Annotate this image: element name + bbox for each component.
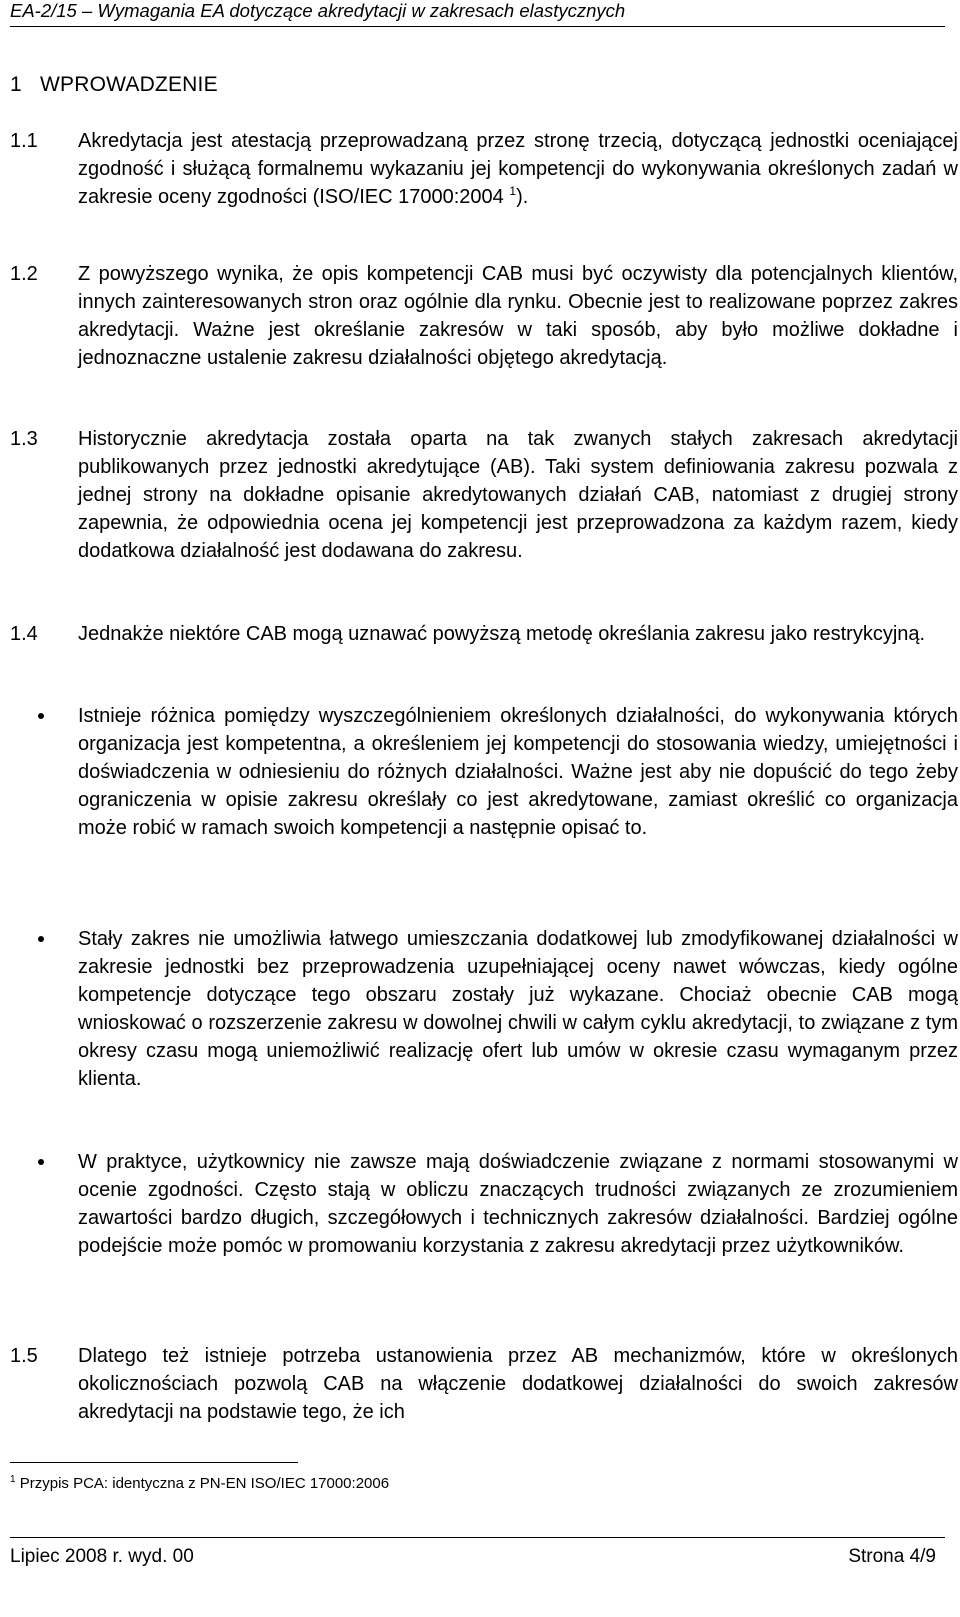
page-header — [10, 0, 945, 27]
paragraph-body: Akredytacja jest atestacją przeprowadzaną przez stronę trzecią, dotyczącą jednostki oceniającej zgodność i służącą formalnemu wykazaniu jej kompetencji do wykonywania określonych zadań w zakresie oceny zgodności (ISO/IEC 17000:2004 — [78, 130, 958, 208]
footnote-marker: 1 — [10, 1474, 16, 1485]
paragraph-text: Historycznie akredytacja została oparta na tak zwanych stałych zakresach akredytacji publikowanych przez jednostki akredytujące (AB). Taki system definiowania zakresu pozwala z jednej strony na dokładne opisanie akredytowanych działań CAB, natomiast z drugiej strony zapewnia, że odpowiednia ocena jej kompetencji jest przeprowadzona za każdym razem, kiedy dodatkowa działalność jest dodawana do zakresu. — [78, 428, 958, 562]
footnote — [10, 1474, 389, 1494]
paragraph-1-1 — [10, 127, 956, 211]
paragraph-text: Z powyższego wynika, że opis kompetencji CAB musi być oczywisty dla potencjalnych klientów, innych zainteresowanych stron oraz ogólnie dla rynku. Obecnie jest to realizowane poprzez zakres akredytacji. Ważne jest określanie zakresów w taki sposób, aby było możliwe dokładne i jednoznaczne ustalenie zakresu działalności objętego akredytacją. — [78, 263, 958, 369]
paragraph-1-2 — [10, 260, 956, 372]
document-title: EA-2/15 – Wymagania EA dotyczące akredytacji w zakresach elastycznych — [10, 0, 626, 21]
bullet-item — [10, 702, 956, 842]
section-title: WPROWADZENIE — [40, 73, 218, 96]
footnote-reference: 1 — [509, 184, 517, 198]
footer-date: Lipiec 2008 r. wyd. 00 — [10, 1546, 194, 1567]
bullet-text: Istnieje różnica pomiędzy wyszczególnieniem określonych działalności, do wykonywania których organizacja jest kompetentna, a określeniem jej kompetencji do stosowania wiedzy, umiejętności i doświadczenia w odniesieniu do różnych działalności. Ważne jest aby nie dopuścić do tego żeby ograniczenia w opisie zakresu określały co jest akredytowane, zamiast określić co organizacja może robić w ramach swoich kompetencji a następnie opisać to. — [78, 705, 958, 839]
bullet-dot-icon — [38, 1159, 44, 1165]
bullet-item — [10, 925, 956, 1093]
paragraph-text: Dlatego też istnieje potrzeba ustanowienia przez AB mechanizmów, które w określonych okolicznościach pozwolą CAB na włączenie dodatkowej działalności do swoich zakresów akredytacji na podstawie tego, że ich — [78, 1345, 958, 1423]
footnote-divider — [10, 1462, 298, 1463]
section-heading — [10, 71, 218, 99]
paragraph-text: Jednakże niektóre CAB mogą uznawać powyższą metodę określania zakresu jako restrykcyjną. — [78, 623, 926, 645]
paragraph-number: 1.5 — [10, 1345, 38, 1367]
paragraph-1-4 — [10, 620, 956, 648]
section-number: 1 — [10, 73, 22, 96]
paragraph-1-3 — [10, 425, 956, 565]
paragraph-number: 1.3 — [10, 428, 38, 450]
bullet-item — [10, 1148, 956, 1260]
paragraph-number: 1.1 — [10, 130, 38, 152]
bullet-text: Stały zakres nie umożliwia łatwego umieszczania dodatkowej lub zmodyfikowanej działalności w zakresie jednostki bez przeprowadzenia uzupełniającej oceny nawet wówczas, kiedy ogólne kompetencje dotyczące tego obszaru zostały już wykazane. Chociaż obecnie CAB mogą wnioskować o rozszerzenie zakresu w dowolnej chwili w całym cyklu akredytacji, to związane z tym okresy czasu mogą uniemożliwić realizację ofert lub umów w okresie czasu wymaganym przez klienta. — [78, 928, 958, 1090]
paragraph-text — [78, 127, 958, 211]
paragraph-tail: ). — [516, 186, 529, 208]
footer-divider — [10, 1537, 945, 1538]
bullet-text: W praktyce, użytkownicy nie zawsze mają doświadczenie związane z normami stosowanymi w ocenie zgodności. Często stają w obliczu znaczących trudności związanych ze zrozumieniem zawartości bardzo długich, szczegółowych i technicznych zakresów działalności. Bardziej ogólne podejście może pomóc w promowaniu korzystania z zakresu akredytacji przez użytkowników. — [78, 1151, 958, 1257]
footnote-text: Przypis PCA: identyczna z PN-EN ISO/IEC 17000:2006 — [19, 1475, 390, 1492]
paragraph-number: 1.2 — [10, 263, 38, 285]
paragraph-number: 1.4 — [10, 623, 38, 645]
bullet-dot-icon — [38, 936, 44, 942]
paragraph-1-5 — [10, 1342, 956, 1426]
bullet-dot-icon — [38, 713, 44, 719]
page-number: Strona 4/9 — [848, 1546, 936, 1567]
